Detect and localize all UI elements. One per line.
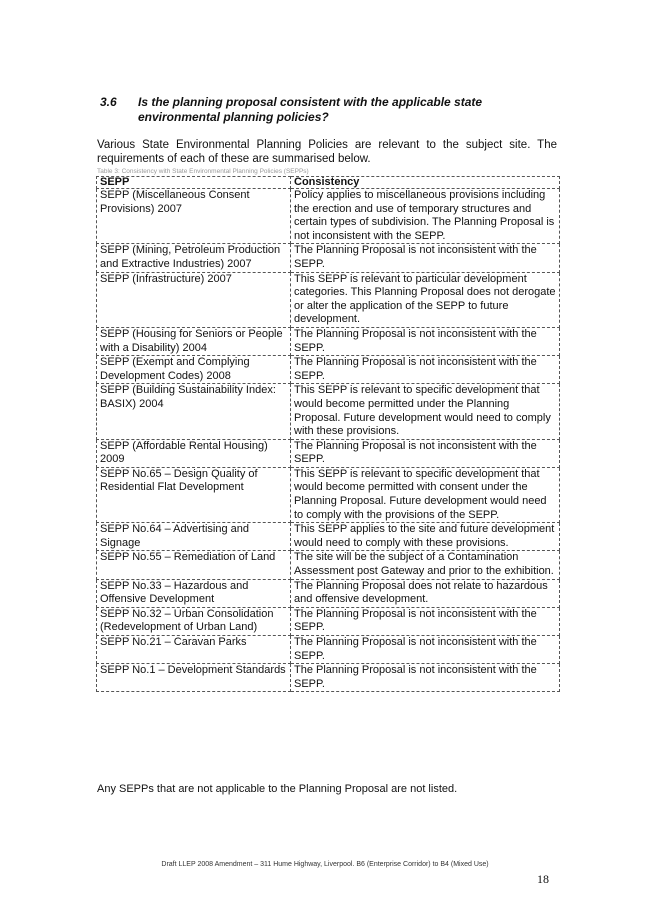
sepp-cell: SEPP (Miscellaneous Consent Provisions) 2007 [97,189,291,244]
header-sepp: SEPP [97,177,291,189]
consistency-cell: The Planning Proposal is not inconsistent with the SEPP. [291,607,560,635]
sepp-cell: SEPP (Affordable Rental Housing) 2009 [97,439,291,467]
sepp-cell: SEPP No.33 – Hazardous and Offensive Development [97,579,291,607]
consistency-cell: The site will be the subject of a Contamination Assessment post Gateway and prior to the exhibition. [291,551,560,579]
table-row [97,664,560,692]
sepp-cell: SEPP No.32 – Urban Consolidation (Redevelopment of Urban Land) [97,607,291,635]
table-row [97,384,560,439]
table-row [97,523,560,551]
sepp-cell: SEPP (Exempt and Complying Development Codes) 2008 [97,356,291,384]
sepp-cell: SEPP (Infrastructure) 2007 [97,272,291,327]
consistency-cell: This SEPP is relevant to specific development that would become permitted with consent under the Planning Proposal. Future development would need to comply with the provisions of the SEPP. [291,467,560,522]
table-row [97,467,560,522]
table-row [97,272,560,327]
consistency-cell: The Planning Proposal is not inconsistent with the SEPP. [291,356,560,384]
consistency-cell: Policy applies to miscellaneous provisions including the erection and use of temporary structures and certain types of subdivision. The Planning Proposal is not inconsistent with the SEPP. [291,189,560,244]
sepp-cell: SEPP (Mining, Petroleum Production and Extractive Industries) 2007 [97,244,291,272]
table-row [97,244,560,272]
after-table-note: Any SEPPs that are not applicable to the Planning Proposal are not listed. [97,783,458,795]
table-row [97,327,560,355]
sepp-consistency-table [96,176,560,692]
sepp-cell: SEPP (Housing for Seniors or People with a Disability) 2004 [97,327,291,355]
table-row [97,579,560,607]
consistency-cell: The Planning Proposal is not inconsistent with the SEPP. [291,244,560,272]
sepp-cell: SEPP No.65 – Design Quality of Residential Flat Development [97,467,291,522]
consistency-cell: This SEPP is relevant to particular development categories. This Planning Proposal does not derogate or alter the application of the SEPP to future development. [291,272,560,327]
section-number: 3.6 [100,95,117,109]
table-header-row [97,177,560,189]
table-row [97,636,560,664]
consistency-cell: The Planning Proposal is not inconsistent with the SEPP. [291,636,560,664]
page-footer: Draft LLEP 2008 Amendment – 311 Hume Highway, Liverpool. B6 (Enterprise Corridor) to B4 (Mixed Use) [161,861,489,868]
intro-paragraph: Various State Environmental Planning Policies are relevant to the subject site. The requirements of each of these are summarised below. [97,139,557,165]
table-row [97,189,560,244]
section-title: Is the planning proposal consistent with the applicable state environmental planning policies? [138,95,483,124]
sepp-cell: SEPP No.21 – Caravan Parks [97,636,291,664]
table-row [97,607,560,635]
sepp-cell: SEPP No.55 – Remediation of Land [97,551,291,579]
header-consistency: Consistency [291,177,560,189]
table-caption: Table 3: Consistency with State Environmental Planning Policies (SEPPs) [97,168,309,175]
sepp-cell: SEPP No.1 – Development Standards [97,664,291,692]
page-number: 18 [537,872,549,886]
consistency-cell: The Planning Proposal does not relate to hazardous and offensive development. [291,579,560,607]
table-row [97,356,560,384]
table-row [97,439,560,467]
consistency-cell: The Planning Proposal is not inconsistent with the SEPP. [291,664,560,692]
sepp-cell: SEPP No.64 – Advertising and Signage [97,523,291,551]
consistency-cell: The Planning Proposal is not inconsistent with the SEPP. [291,439,560,467]
consistency-cell: This SEPP is relevant to specific development that would become permitted under the Planning Proposal. Future development would need to comply with these provisions. [291,384,560,439]
consistency-cell: This SEPP applies to the site and future development would need to comply with these provisions. [291,523,560,551]
sepp-cell: SEPP (Building Sustainability Index: BASIX) 2004 [97,384,291,439]
table-row [97,551,560,579]
consistency-cell: The Planning Proposal is not inconsistent with the SEPP. [291,327,560,355]
